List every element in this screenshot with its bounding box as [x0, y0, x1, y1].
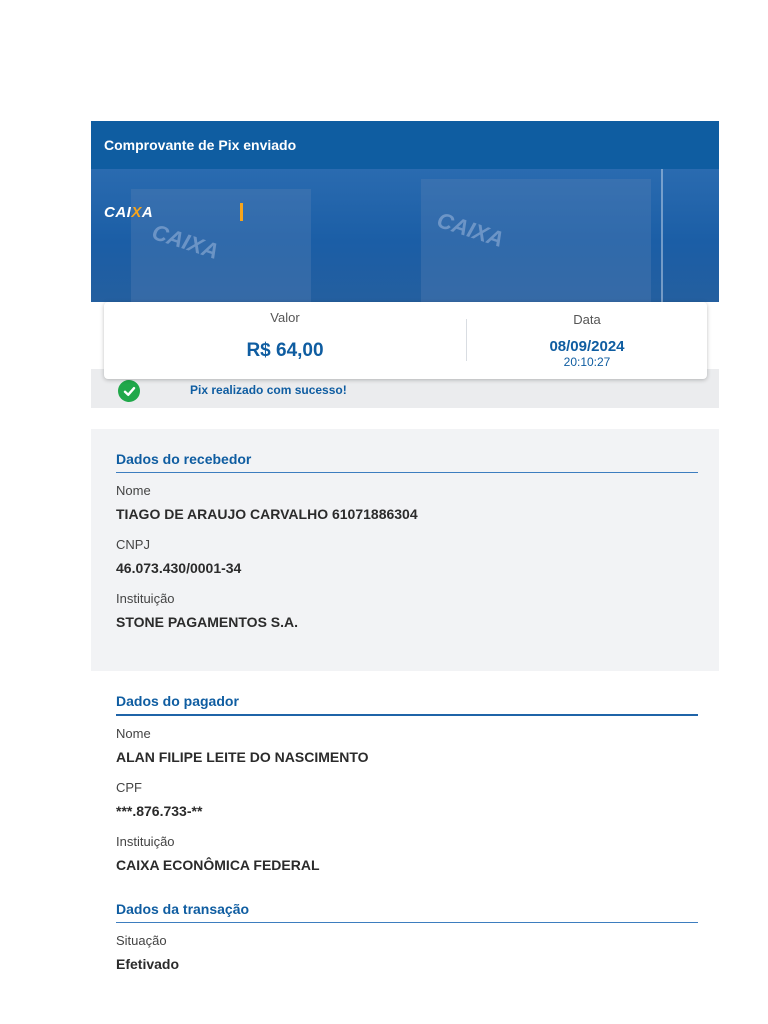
caixa-logo: CAIXA [104, 204, 154, 221]
data-value: 08/09/2024 [549, 338, 625, 355]
recebedor-section [91, 429, 719, 671]
pagador-cpf: ***.876.733-** [116, 803, 203, 819]
recebedor-cnpj: 46.073.430/0001-34 [116, 560, 242, 576]
banner-sign: CAIXA [148, 219, 222, 264]
amount-card [104, 302, 707, 379]
logo-divider [240, 203, 243, 221]
valor-column [104, 310, 467, 361]
banner-sign: CAIXA [433, 207, 507, 252]
caixa-banner [91, 169, 719, 302]
recebedor-instituicao-label: Instituição [116, 591, 175, 606]
data-column [467, 302, 707, 379]
pagador-nome-label: Nome [116, 726, 151, 741]
transacao-situacao-label: Situação [116, 933, 167, 948]
banner-building-shape [421, 179, 651, 302]
check-circle-icon [118, 380, 140, 402]
transacao-heading: Dados da transação [116, 873, 698, 923]
pix-receipt [91, 121, 719, 1024]
receipt-title: Comprovante de Pix enviado [104, 137, 297, 153]
pagador-section [91, 671, 719, 1024]
hora-value: 20:10:27 [563, 355, 611, 369]
transacao-situacao: Efetivado [116, 956, 180, 972]
success-message: Pix realizado com sucesso! [190, 383, 347, 397]
pagador-instituicao-label: Instituição [116, 834, 175, 849]
recebedor-nome: TIAGO DE ARAUJO CARVALHO 61071886304 [116, 506, 418, 522]
valor-label: Valor [270, 310, 300, 325]
data-label: Data [573, 312, 601, 327]
banner-pole [661, 169, 663, 302]
recebedor-heading: Dados do recebedor [116, 429, 698, 473]
recebedor-nome-label: Nome [116, 483, 151, 498]
pagador-nome: ALAN FILIPE LEITE DO NASCIMENTO [116, 749, 369, 765]
pagador-instituicao: CAIXA ECONÔMICA FEDERAL [116, 857, 320, 873]
receipt-title-bar [91, 121, 719, 169]
valor-amount: R$ 64,00 [246, 340, 324, 361]
recebedor-instituicao: STONE PAGAMENTOS S.A. [116, 614, 299, 630]
pagador-heading: Dados do pagador [116, 671, 698, 716]
recebedor-cnpj-label: CNPJ [116, 537, 150, 552]
pagador-cpf-label: CPF [116, 780, 142, 795]
